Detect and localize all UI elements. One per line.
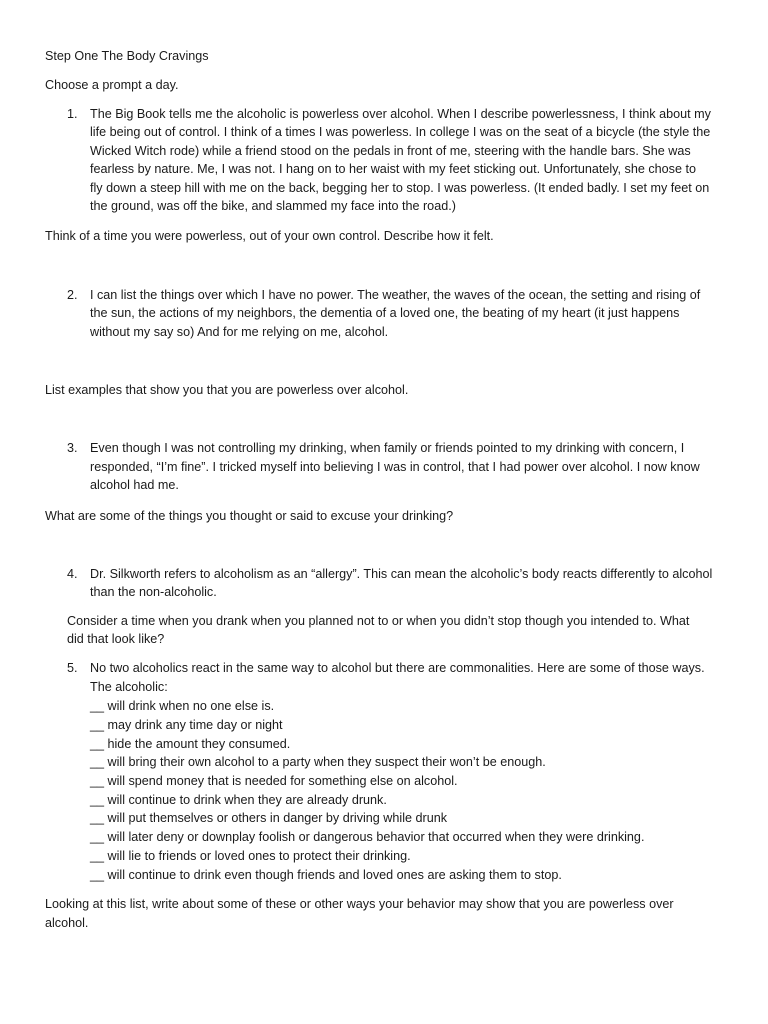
prompt-3: What are some of the things you thought or said to excuse your drinking? (45, 509, 454, 523)
item-1-line: the ground, was off the bike, and slammed my face into the road.) (90, 199, 456, 213)
item-1-line: Wicked Witch rode) while a friend stood on the pedals in front of me, steering with the handle bars. She was (90, 144, 691, 158)
item-1-line: The Big Book tells me the alcoholic is powerless over alcohol. When I describe powerlessness, I think about my (90, 107, 711, 121)
prompt-5-line: Looking at this list, write about some of these or other ways your behavior may show that you are powerless over (45, 897, 674, 911)
checklist-item: __ will spend money that is needed for something else on alcohol. (90, 774, 458, 788)
prompt-1: Think of a time you were powerless, out of your own control. Describe how it felt. (45, 229, 494, 243)
item-3-line: responded, “I’m fine”. I tricked myself into believing I was in control, that I had power over alcohol. I now know (90, 460, 700, 474)
item-5-line: The alcoholic: (90, 680, 168, 694)
item-2-line: the sun, the actions of my neighbors, the dementia of a loved one, the beating of my heart (it just happens (90, 306, 680, 320)
checklist-item: __ hide the amount they consumed. (90, 737, 291, 751)
item-1-line: fly down a steep hill with me on the back, begging her to stop. I was powerless. (It ended badly. I set my feet on (90, 181, 710, 195)
checklist-item: __ will bring their own alcohol to a party when they suspect their won’t be enough. (90, 755, 546, 769)
checklist-item: __ may drink any time day or night (90, 718, 283, 732)
list-number-2: 2. (67, 288, 78, 302)
checklist-item: __ will continue to drink even though friends and loved ones are asking them to stop. (90, 868, 562, 882)
item-3-line: alcohol had me. (90, 478, 179, 492)
prompt-4-line: Consider a time when you drank when you planned not to or when you didn’t stop though you intended to. What (67, 614, 690, 628)
checklist-item: __ will lie to friends or loved ones to protect their drinking. (90, 849, 411, 863)
list-number-4: 4. (67, 567, 78, 581)
prompt-2: List examples that show you that you are powerless over alcohol. (45, 383, 409, 397)
item-2-line: without my say so) And for me relying on me, alcohol. (90, 325, 389, 339)
item-1-line: life being out of control. I think of a times I was powerless. In college I was on the seat of a bicycle (the style the (90, 125, 711, 139)
checklist-item: __ will continue to drink when they are already drunk. (90, 793, 387, 807)
item-3-line: Even though I was not controlling my drinking, when family or friends pointed to my drinking with concern, I (90, 441, 685, 455)
prompt-4-line: did that look like? (67, 632, 165, 646)
item-4-line: than the non-alcoholic. (90, 585, 217, 599)
item-2-line: I can list the things over which I have no power. The weather, the waves of the ocean, the setting and rising of (90, 288, 701, 302)
checklist-item: __ will put themselves or others in danger by driving while drunk (90, 811, 448, 825)
list-number-5: 5. (67, 661, 78, 675)
document-title: Step One The Body Cravings (45, 49, 209, 63)
intro-text: Choose a prompt a day. (45, 78, 179, 92)
item-5-line: No two alcoholics react in the same way to alcohol but there are commonalities. Here are some of those ways. (90, 661, 705, 675)
checklist-item: __ will drink when no one else is. (90, 699, 275, 713)
list-number-3: 3. (67, 441, 78, 455)
checklist-item: __ will later deny or downplay foolish or dangerous behavior that occurred when they were drinking. (90, 830, 645, 844)
item-4-line: Dr. Silkworth refers to alcoholism as an “allergy”. This can mean the alcoholic’s body reacts differently to alcohol (90, 567, 713, 581)
list-number-1: 1. (67, 107, 78, 121)
item-1-line: fearless by nature. Me, I was not. I hang on to her waist with my feet sticking out. Unfortunately, she chose to (90, 162, 696, 176)
prompt-5-line: alcohol. (45, 916, 89, 930)
